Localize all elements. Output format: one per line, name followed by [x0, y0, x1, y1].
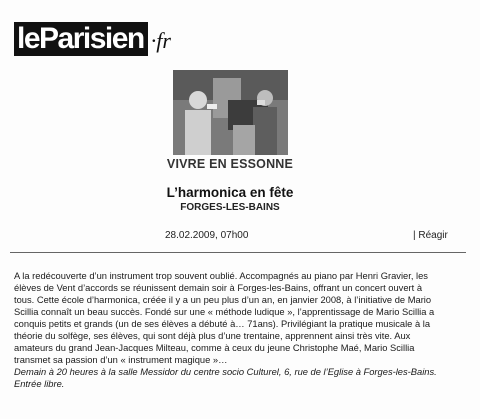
article-text — [14, 270, 470, 366]
body-line: théorie du solfège, ses élèves, qui sont déjà plus d’une trentaine, apprennent ainsi très vite. Aux — [14, 331, 411, 341]
note-line: Demain à 20 heures à la salle Messidor du centre socio Culturel, 6, rue de l’Eglise à Forges-les-Bains. — [14, 367, 437, 377]
divider — [10, 252, 466, 253]
body-line: élèves de Vent d’accords se réunissent demain soir à Forges-les-Bains, offrant un concert ouvert à — [14, 283, 423, 293]
section-label[interactable]: VIVRE EN ESSONNE — [166, 157, 294, 171]
body-line: conquis petits et grands (un de ses élèves a débuté à… 71ans). Privilégiant la pratique musicale à la — [14, 319, 431, 329]
body-line: A la redécouverte d’un instrument trop souvent oublié. Accompagnés au piano par Henri Gravier, les — [14, 271, 428, 281]
article-body — [14, 270, 470, 390]
le-parisien-logo[interactable] — [14, 22, 171, 56]
article-location: FORGES-LES-BAINS — [180, 202, 280, 213]
logo-wordmark: leParisien — [14, 22, 148, 56]
note-line: Entrée libre. — [14, 379, 65, 389]
photo-musicians — [173, 70, 288, 155]
logo-suffix: ·fr — [150, 28, 171, 53]
body-line: Scillia connaît un beau succès. Fondé sur une « méthode ludique », l’apprentissage de Mario Scillia a — [14, 307, 435, 317]
body-line: amateurs du grand Jean-Jacques Milteau, comme à ceux du jeune Christophe Maé, Mario Scillia — [14, 343, 415, 353]
event-note — [14, 366, 470, 390]
article-headline: L’harmonica en fête — [166, 185, 294, 200]
body-line: transmet sa passion d’un « instrument magique »… — [14, 355, 228, 365]
article-date: 28.02.2009, 07h00 — [165, 230, 249, 241]
react-link[interactable]: | Réagir — [413, 230, 448, 241]
body-line: tous. Cette école d’harmonica, créée il y a un peu plus d’un an, en janvier 2008, à l’initiative de Mario — [14, 295, 432, 305]
article-photo — [173, 70, 288, 155]
